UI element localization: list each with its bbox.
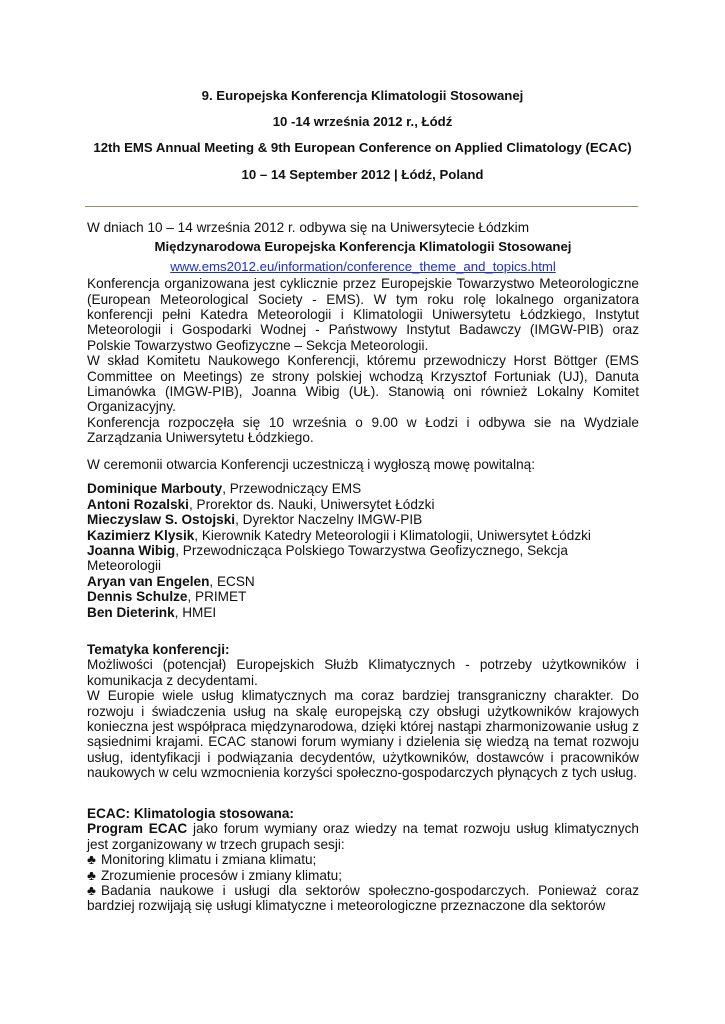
- ecac-bullet-item: [87, 868, 639, 883]
- intro-lead: W dniach 10 – 14 września 2012 r. odbywa się na Uniwersytecie Łódzkim: [87, 220, 530, 235]
- ceremony-lead: W ceremonii otwarcia Konferencji uczestniczą i wygłoszą mowę powitalną:: [87, 457, 536, 472]
- speaker-item: [87, 605, 639, 620]
- ecac-bullet-item: [87, 852, 639, 867]
- speaker-role: , Prorektor ds. Nauki, Uniwersytet Łódzki: [188, 496, 435, 512]
- intro-section: [87, 220, 639, 446]
- speaker-item: [87, 589, 639, 604]
- ecac-program-paragraph: [87, 821, 639, 852]
- ceremony-section: [87, 457, 639, 620]
- header-date-english: 10 – 14 September 2012 | Łódź, Poland: [241, 167, 484, 182]
- speaker-role: , ECSN: [209, 573, 255, 589]
- topics-heading: Tematyka konferencji:: [87, 642, 230, 657]
- header-date-polish: 10 -14 września 2012 r., Łódź: [272, 114, 453, 129]
- speaker-role: , PRIMET: [187, 589, 247, 605]
- intro-paragraph-committee: W skład Komitetu Naukowego Konferencji, któremu przewodniczy Horst Böttger (EMS Committee on Meetings) ze strony polskiej wchodzą Krzysztof Fortuniak (UJ), Danuta Limanówka (IMGW-PIB), Joanna Wibig (UŁ). Stanowią oni również Lokalny Komitet Organizacyjny.: [87, 353, 639, 415]
- speaker-item: [87, 528, 639, 543]
- conference-name: Międzynarodowa Europejska Konferencja Klimatologii Stosowanej: [154, 239, 572, 255]
- topics-section: [87, 642, 639, 781]
- speaker-role: , Kierownik Katedry Meteorologii i Klimatologii, Uniwersytet Łódzki: [194, 527, 591, 543]
- topics-paragraph-europe: W Europie wiele usług klimatycznych ma coraz bardziej transgraniczny charakter. Do rozwoju i świadczenia usług na skalę europejską czy obsługi użytkowników krajowych konieczna jest współpraca międzynarodowa, dzięki której nastąpi zharmonizowanie usług z sąsiednimi krajami. ECAC stanowi forum wymiany i dzielenia się wiedzą na temat rozwoju usług, identyfikacji i podwiązania decydentów, użytkowników, dostawców i pracowników naukowych w celu wzmocnienia korzyści społeczno-gospodarczych płynących z tych usług.: [87, 688, 639, 781]
- speaker-role: , Przewodniczący EMS: [222, 481, 362, 497]
- club-bullet-icon: ♣: [87, 867, 96, 883]
- ecac-bullet-item: [87, 883, 639, 914]
- speaker-item: [87, 574, 639, 589]
- speaker-name: Aryan van Engelen: [87, 573, 210, 589]
- speaker-name: Ben Dieterink: [87, 604, 175, 620]
- speaker-role: , HMEI: [174, 604, 217, 620]
- speaker-item: [87, 512, 639, 527]
- speaker-list: [87, 481, 639, 620]
- speaker-name: Antoni Rozalski: [87, 496, 189, 512]
- speaker-item: [87, 497, 639, 512]
- intro-paragraph-start: Konferencja rozpoczęła się 10 września o 9.00 w Łodzi i odbywa sie na Wydziale Zarządzania Uniwersytetu Łódzkiego.: [87, 414, 639, 446]
- conference-link[interactable]: www.ems2012.eu/information/conference_theme_and_topics.html: [170, 258, 556, 274]
- ecac-program-label: Program ECAC: [87, 821, 188, 837]
- speaker-item: [87, 543, 639, 574]
- ecac-bullet-text: Zrozumienie procesów i zmiany klimatu;: [101, 867, 342, 883]
- topics-paragraph-potential: Możliwości (potencjał) Europejskich Służb Klimatycznych - potrzeby użytkowników i komunikacja z decydentami.: [87, 657, 639, 688]
- ecac-program-text: jako forum wymiany oraz wiedzy na temat rozwoju usług klimatycznych jest zorganizowany w trzech grupach sesji:: [87, 821, 639, 852]
- ecac-bullet-text: Badania naukowe i usługi dla sektorów społeczno-gospodarczych. Ponieważ coraz bardziej rozwijają się usługi klimatyczne i meteorologiczne przeznaczone dla sektorów: [87, 883, 639, 914]
- speaker-role: , Dyrektor Naczelny IMGW-PIB: [235, 512, 423, 528]
- ecac-section: [87, 806, 639, 914]
- header-title-english: 12th EMS Annual Meeting & 9th European Conference on Applied Climatology (ECAC): [93, 140, 632, 155]
- intro-paragraph-organizers: Konferencja organizowana jest cyklicznie przez Europejskie Towarzystwo Meteorologiczne (European Meteorological Society - EMS). W tym roku rolę lokalnego organizatora konferencji pełni Katedra Meteorologii i Klimatologii Uniwersytetu Łódzkiego, Instytut Meteorologii i Gospodarki Wodnej - Państwowy Instytut Badawczy (IMGW-PIB) oraz Polskie Towarzystwo Geofizyczne – Sekcja Meteorologii.: [87, 276, 639, 353]
- ecac-heading: ECAC: Klimatologia stosowana:: [87, 806, 294, 821]
- speaker-name: Mieczyslaw S. Ostojski: [87, 512, 236, 528]
- speaker-name: Dennis Schulze: [87, 589, 188, 605]
- club-bullet-icon: ♣: [87, 883, 96, 899]
- club-bullet-icon: ♣: [87, 852, 96, 868]
- speaker-name: Dominique Marbouty: [87, 481, 223, 497]
- speaker-name: Joanna Wibig: [87, 543, 176, 559]
- ecac-bullet-text: Monitoring klimatu i zmiana klimatu;: [101, 852, 317, 868]
- speaker-name: Kazimierz Klysik: [87, 527, 195, 543]
- header-divider: [85, 206, 638, 207]
- speaker-role: , Przewodnicząca Polskiego Towarzystwa Geofizycznego, Sekcja Meteorologii: [87, 543, 568, 574]
- speaker-item: [87, 481, 639, 496]
- header-title-polish: 9. Europejska Konferencja Klimatologii Stosowanej: [201, 88, 524, 103]
